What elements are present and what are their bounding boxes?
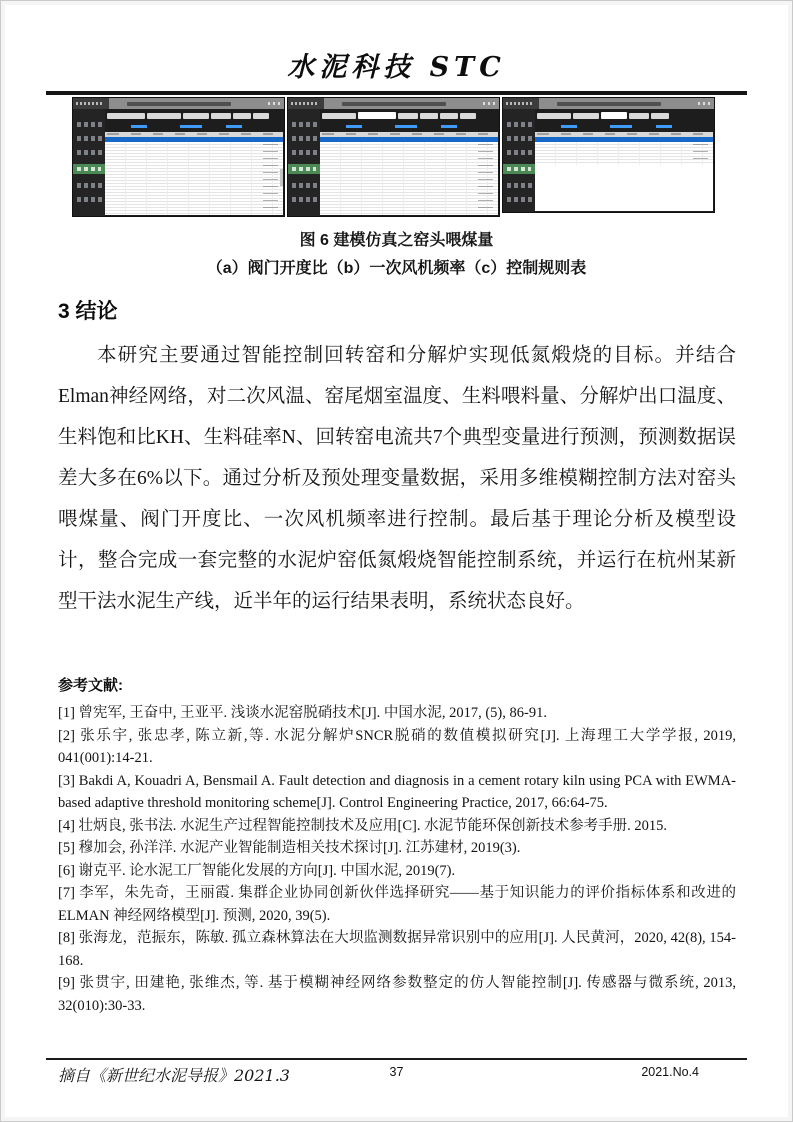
table-rows — [535, 142, 713, 165]
figure-caption-sublabels: （a）阀门开度比（b）一次风机频率（c）控制规则表 — [206, 260, 587, 277]
window-logo — [503, 98, 539, 109]
reference-item: [9] 张贯宇, 田建艳, 张维杰, 等. 基于模糊神经网络参数整定的仿人智能控制[J]. 传感器与微系统, 2013, 32(010):30-33. — [58, 975, 736, 1014]
table-rows — [320, 142, 498, 215]
sidebar-item — [77, 136, 102, 141]
tab-chip — [573, 113, 599, 119]
tab-chip — [253, 113, 269, 119]
data-table — [535, 132, 713, 211]
tab-chip — [322, 113, 356, 119]
window-sidebar — [503, 109, 535, 212]
window-controls-icon — [268, 102, 281, 105]
sidebar-item — [292, 122, 317, 127]
sidebar-item-active — [73, 164, 105, 174]
conclusion-paragraph: 本研究主要通过智能控制回转窑和分解炉实现低氮煅烧的目标。并结合Elman神经网络，对二次风温、窑尾烟室温度、生料喂料量、分解炉出口温度、生料饱和比KH、生料硅率N、回转窑电流共7个典型变量进行预测，预测数据误差大多在6%以下。通过分析及预处理变量数据，采用多维模糊控制方法对窑头喂煤量、阀门开度比、一次风机频率进行控制。最后基于理论分析及模型设计，整合完成一套完整的水泥炉窑低氮煅烧智能控制系统，并运行在杭州某新型干法水泥生产线，近半年的运行结果表明，系统状态良好。 — [58, 345, 736, 612]
references-heading: 参考文献: — [58, 677, 123, 694]
reference-item: [4] 壮炳良, 张书法. 水泥生产过程智能控制技术及应用[C]. 水泥节能环保创新技术参考手册. 2015. — [58, 817, 667, 834]
sidebar-item-active — [288, 164, 320, 174]
reference-item: [3] Bakdi A, Kouadri A, Bensmail A. Fault detection and diagnosis in a cement rotary kiln using PCA with EWMA-based adaptive threshold monitoring scheme[J]. Control Engineering Practice, 2017, 66:64-75. — [58, 772, 736, 811]
tab-chip-selected — [601, 112, 627, 119]
data-table — [320, 132, 498, 215]
window-tabstrip — [537, 111, 712, 120]
window-content — [320, 109, 499, 216]
reference-item: [6] 谢克平. 论水泥工厂智能化发展的方向[J]. 中国水泥, 2019(7). — [58, 862, 456, 879]
sidebar-item — [507, 197, 532, 202]
sidebar-item — [507, 122, 532, 127]
tab-chip — [147, 113, 181, 119]
sidebar-item — [292, 197, 317, 202]
screenshot-a-valve-opening-ratio — [73, 98, 284, 216]
window-titlebar — [73, 98, 284, 109]
screenshot-b-primary-fan-frequency — [288, 98, 499, 216]
tab-chip — [233, 113, 251, 119]
tab-chip — [651, 113, 669, 119]
window-titlebar — [288, 98, 499, 109]
table-scrollbar — [280, 169, 283, 186]
screenshot-c-control-rule-table — [503, 98, 714, 212]
journal-title: 水泥科技 STC — [287, 52, 506, 83]
tab-chip — [460, 113, 476, 119]
sidebar-item — [77, 122, 102, 127]
window-logo — [73, 98, 109, 109]
panel-header-labels — [535, 120, 714, 132]
sidebar-item — [507, 150, 532, 155]
table-empty-area — [535, 165, 713, 211]
sidebar-item — [77, 197, 102, 202]
window-tabstrip — [107, 111, 282, 120]
window-titlebar — [503, 98, 714, 109]
table-rows — [105, 142, 283, 215]
reference-item: [8] 张海龙，范振东，陈敏. 孤立森林算法在大坝监测数据异常识别中的应用[J]. 人民黄河，2020, 42(8), 154-168. — [58, 930, 736, 969]
tab-chip — [440, 113, 458, 119]
panel-header-labels — [320, 120, 499, 132]
sidebar-item — [292, 150, 317, 155]
window-content — [535, 109, 714, 212]
sidebar-item-active — [503, 164, 535, 174]
window-body — [288, 109, 499, 216]
references-section — [58, 674, 736, 1017]
window-content — [105, 109, 284, 216]
sidebar-item — [77, 183, 102, 188]
tab-chip — [211, 113, 231, 119]
window-title-text — [127, 102, 231, 106]
figure-caption-title: 图 6 建模仿真之窑头喂煤量 — [299, 232, 494, 249]
header-rule — [46, 91, 747, 95]
window-sidebar — [73, 109, 105, 216]
figure-screenshots — [73, 98, 792, 216]
tab-chip — [537, 113, 571, 119]
reference-item: [5] 穆加会, 孙洋洋. 水泥产业智能制造相关技术探讨[J]. 江苏建材, 2019(3). — [58, 840, 521, 856]
sidebar-item — [292, 183, 317, 188]
window-controls-icon — [483, 102, 496, 105]
footer-row — [46, 1065, 747, 1081]
window-body — [73, 109, 284, 216]
sidebar-item — [77, 150, 102, 155]
tab-chip — [107, 113, 145, 119]
sidebar-item — [292, 136, 317, 141]
window-tabstrip — [322, 111, 497, 120]
issue-number: 2021.No.4 — [641, 1065, 699, 1079]
window-logo — [288, 98, 324, 109]
page-number: 37 — [389, 1065, 404, 1079]
section-heading: 3 结论 — [58, 300, 118, 323]
tab-chip — [183, 113, 209, 119]
panel-header-labels — [105, 120, 284, 132]
tab-chip — [398, 113, 418, 119]
sidebar-item — [507, 136, 532, 141]
reference-item: [1] 曾宪军, 王奋中, 王亚平. 浅谈水泥窑脱硝技术[J]. 中国水泥, 2017, (5), 86-91. — [58, 705, 547, 721]
reference-item: [7] 李军，朱先奇，王丽霞. 集群企业协同创新伙伴选择研究——基于知识能力的评价指标体系和改进的 ELMAN 神经网络模型[J]. 预测, 2020, 39(5). — [58, 885, 736, 924]
window-body — [503, 109, 714, 212]
references-list — [58, 702, 736, 1017]
data-table — [105, 132, 283, 215]
tab-chip — [420, 113, 438, 119]
tab-chip — [629, 113, 649, 119]
window-title-text — [557, 102, 661, 106]
source-note: 摘自《新世纪水泥导报》2021.3 — [58, 1066, 290, 1085]
tab-chip-selected — [358, 112, 396, 119]
sidebar-item — [507, 183, 532, 188]
reference-item: [2] 张乐宇, 张忠孝, 陈立新,等. 水泥分解炉SNCR脱硝的数值模拟研究[J]. 上海理工大学学报, 2019, 041(001):14-21. — [58, 727, 736, 766]
window-title-text — [342, 102, 446, 106]
window-sidebar — [288, 109, 320, 216]
page-footer — [46, 1058, 747, 1081]
window-controls-icon — [698, 102, 711, 105]
footer-rule — [46, 1058, 747, 1060]
